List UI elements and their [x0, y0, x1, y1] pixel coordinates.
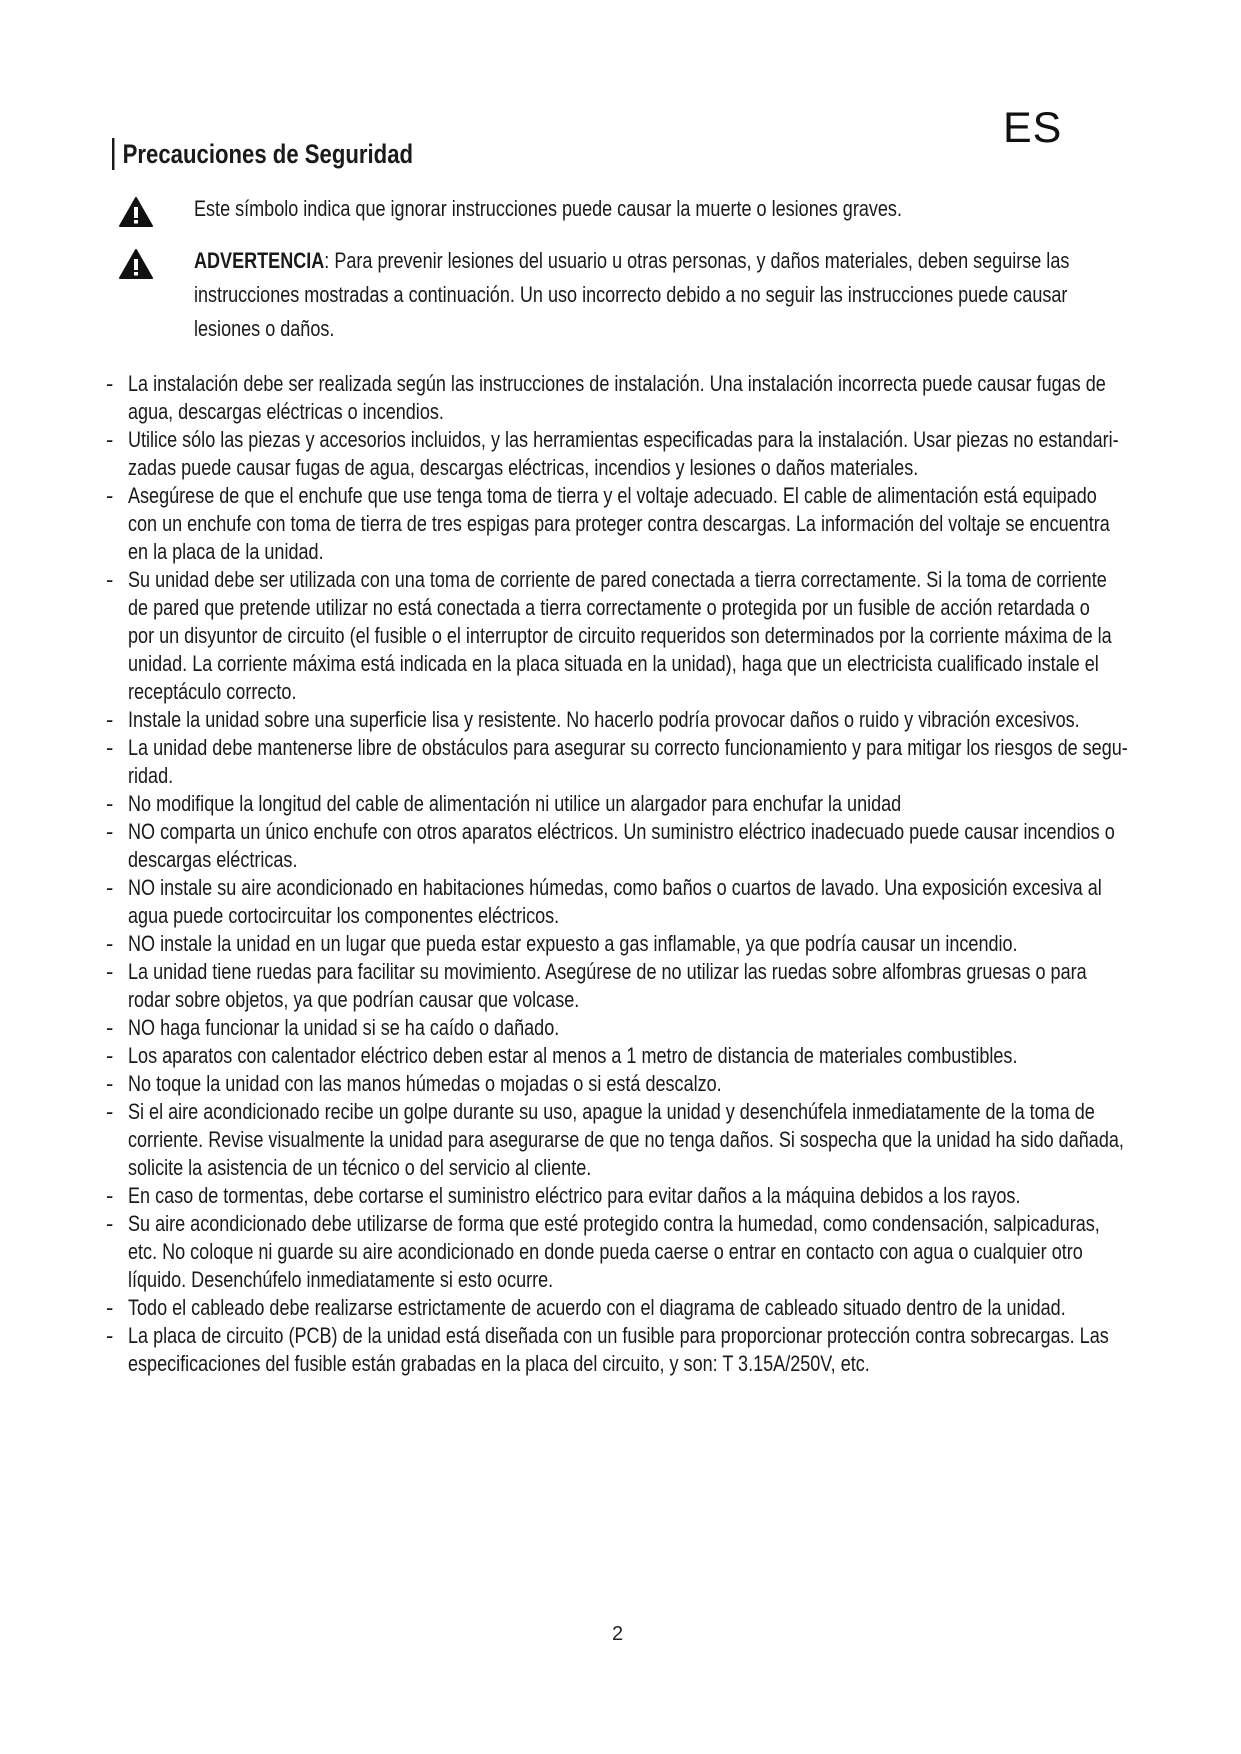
list-item-line: - La unidad tiene ruedas para facilitar su movimiento. Asegúrese de no utilizar las ruedas sobre alfombras gruesas o para — [128, 959, 1087, 984]
list-item — [100, 482, 1140, 566]
list-item — [100, 818, 1140, 874]
list-item — [100, 706, 1140, 734]
list-item-line: unidad. La corriente máxima está indicada en la placa situada en la unidad), haga que un electricista cualificado instale el — [128, 651, 1099, 676]
list-item — [100, 1042, 1140, 1070]
warning-note-advertencia — [118, 244, 1174, 346]
list-item-line: solicite la asistencia de un técnico o del servicio al cliente. — [128, 1155, 592, 1180]
language-code: ES — [1003, 104, 1063, 152]
list-item-line: - Si el aire acondicionado recibe un golpe durante su uso, apague la unidad y desenchúfela inmediatamente de la toma de — [128, 1099, 1095, 1124]
list-item-line: rodar sobre objetos, ya que podrían causar que volcase. — [128, 987, 580, 1012]
warning-triangle-icon — [118, 248, 154, 280]
list-item — [100, 1294, 1140, 1322]
list-item-line: - NO instale su aire acondicionado en habitaciones húmedas, como baños o cuartos de lavado. Una exposición excesiva al — [128, 875, 1102, 900]
list-item-line: con un enchufe con toma de tierra de tres espigas para proteger contra descargas. La información del voltaje se encuentra — [128, 511, 1110, 536]
list-item — [100, 790, 1140, 818]
list-item-line: agua puede cortocircuitar los componentes eléctricos. — [128, 903, 560, 928]
list-item-line: - La instalación debe ser realizada según las instrucciones de instalación. Una instalación incorrecta puede causar fugas de — [128, 371, 1106, 396]
list-item — [100, 734, 1140, 790]
list-item-line: - En caso de tormentas, debe cortarse el suministro eléctrico para evitar daños a la máquina debidos a los rayos. — [128, 1183, 1021, 1208]
list-item-line: etc. No coloque ni guarde su aire acondicionado en donde pueda caerse o entrar en contacto con agua o cualquier otro — [128, 1239, 1083, 1264]
list-item — [100, 1098, 1140, 1182]
page-number: 2 — [612, 1623, 624, 1645]
warning-triangle-icon — [118, 196, 154, 228]
list-item-line: de pared que pretende utilizar no está conectada a tierra correctamente o protegida por un fusible de acción retardada o — [128, 595, 1090, 620]
list-item — [100, 930, 1140, 958]
list-item — [100, 1182, 1140, 1210]
section-title: Precauciones de Seguridad — [112, 138, 413, 170]
warning-text-line: lesiones o daños. — [194, 316, 335, 341]
list-item-line: en la placa de la unidad. — [128, 539, 324, 564]
list-item-line: - Instale la unidad sobre una superficie lisa y resistente. No hacerlo podría provocar daños o ruido y vibración excesivos. — [128, 707, 1080, 732]
list-item-line: - La placa de circuito (PCB) de la unidad está diseñada con un fusible para proporcionar protección contra sobrecargas. Las — [128, 1323, 1109, 1348]
list-item-line: - Asegúrese de que el enchufe que use tenga toma de tierra y el voltaje adecuado. El cable de alimentación está equipado — [128, 483, 1097, 508]
warning-text-line — [194, 244, 1070, 278]
list-item-line: por un disyuntor de circuito (el fusible o el interruptor de circuito requeridos son determinados por la corriente máxima de la — [128, 623, 1112, 648]
list-item-line: - Su unidad debe ser utilizada con una toma de corriente de pared conectada a tierra correctamente. Si la toma de corriente — [128, 567, 1107, 592]
list-item-line: zadas puede causar fugas de agua, descargas eléctricas, incendios y lesiones o daños materiales. — [128, 455, 919, 480]
list-item-line: - Todo el cableado debe realizarse estrictamente de acuerdo con el diagrama de cableado situado dentro de la unidad. — [128, 1295, 1066, 1320]
warning-text-line: Este símbolo indica que ignorar instrucciones puede causar la muerte o lesiones graves. — [194, 196, 902, 221]
list-item-line: - NO haga funcionar la unidad si se ha caído o dañado. — [128, 1015, 560, 1040]
list-item-line: corriente. Revise visualmente la unidad para asegurarse de que no tenga daños. Si sospecha que la unidad ha sido dañada, — [128, 1127, 1124, 1152]
list-item-line: receptáculo correcto. — [128, 679, 297, 704]
list-item-line: agua, descargas eléctricas o incendios. — [128, 399, 444, 424]
warning-label: ADVERTENCIA — [194, 248, 325, 273]
list-item — [100, 1070, 1140, 1098]
list-item — [100, 874, 1140, 930]
list-item-line: líquido. Desenchúfelo inmediatamente si esto ocurre. — [128, 1267, 554, 1292]
warning-note-symbol — [118, 192, 1174, 228]
warning-text: : Para prevenir lesiones del usuario u otras personas, y daños materiales, deben seguirse las — [324, 248, 1070, 273]
list-item-line: ridad. — [128, 763, 174, 788]
list-item — [100, 1210, 1140, 1294]
list-item-line: especificaciones del fusible están grabadas en la placa del circuito, y son: T 3.15A/250V, etc. — [128, 1351, 870, 1376]
list-item-line: descargas eléctricas. — [128, 847, 298, 872]
list-item-line: - No toque la unidad con las manos húmedas o mojadas o si está descalzo. — [128, 1071, 722, 1096]
list-item-line: - La unidad debe mantenerse libre de obstáculos para asegurar su correcto funcionamiento y para mitigar los riesgos de segu- — [128, 735, 1128, 760]
list-item — [100, 1014, 1140, 1042]
list-item-line: - Utilice sólo las piezas y accesorios incluidos, y las herramientas especificadas para la instalación. Usar piezas no estandari- — [128, 427, 1119, 452]
list-item-line: - No modifique la longitud del cable de alimentación ni utilice un alargador para enchufar la unidad — [128, 791, 902, 816]
warning-text-line: instrucciones mostradas a continuación. Un uso incorrecto debido a no seguir las instrucciones puede causar — [194, 282, 1068, 307]
list-item — [100, 566, 1140, 706]
list-item-line: - Los aparatos con calentador eléctrico deben estar al menos a 1 metro de distancia de materiales combustibles. — [128, 1043, 1018, 1068]
list-item — [100, 370, 1140, 426]
safety-precautions-list — [100, 370, 1140, 1378]
list-item — [100, 958, 1140, 1014]
list-item-line: - Su aire acondicionado debe utilizarse de forma que esté protegido contra la humedad, como condensación, salpicaduras, — [128, 1211, 1100, 1236]
list-item — [100, 1322, 1140, 1378]
list-item-line: - NO instale la unidad en un lugar que pueda estar expuesto a gas inflamable, ya que podría causar un incendio. — [128, 931, 1018, 956]
list-item-line: - NO comparta un único enchufe con otros aparatos eléctricos. Un suministro eléctrico inadecuado puede causar incendios o — [128, 819, 1115, 844]
list-item — [100, 426, 1140, 482]
